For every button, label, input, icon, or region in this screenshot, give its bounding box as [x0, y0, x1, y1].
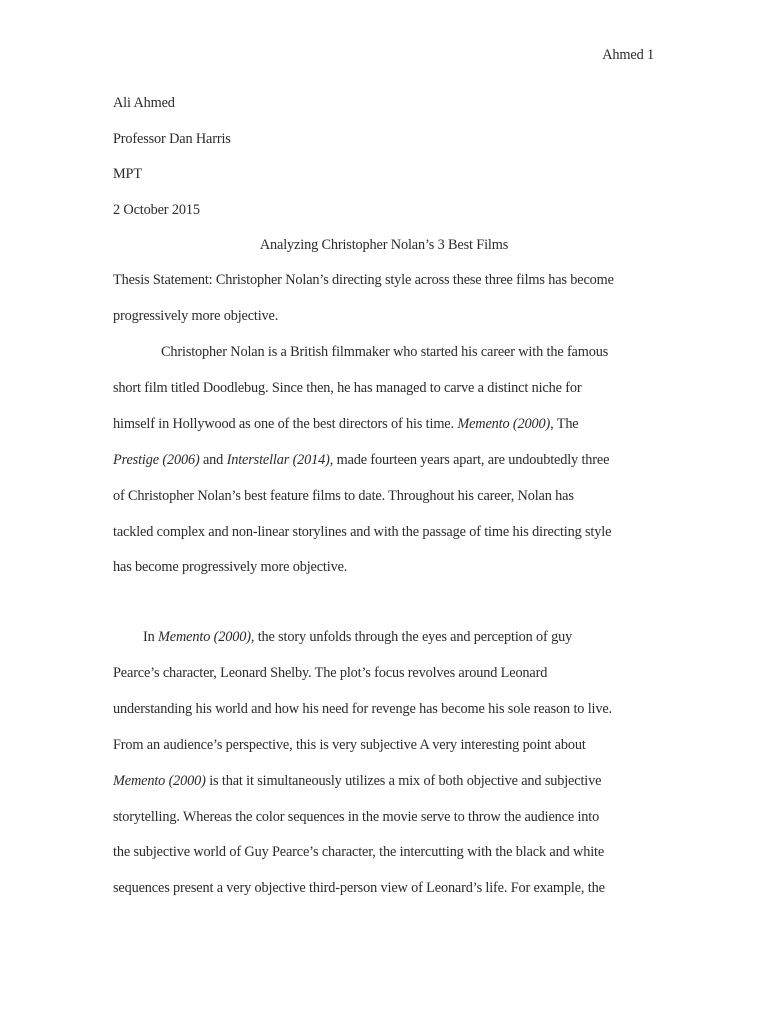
- submission-date: 2 October 2015: [113, 202, 200, 218]
- essay-title: Analyzing Christopher Nolan’s 3 Best Films: [259, 237, 509, 253]
- text-run: himself in Hollywood as one of the best directors of his time.: [113, 415, 458, 432]
- author-name: Ali Ahmed: [113, 95, 175, 111]
- paragraph-line: understanding his world and how his need for revenge has become his sole reason to live.: [113, 700, 612, 717]
- text-run: , The: [550, 415, 579, 432]
- paragraph-line: From an audience’s perspective, this is very subjective A very interesting point about: [113, 736, 586, 753]
- running-head: Ahmed 1: [602, 47, 654, 63]
- paragraph-line: [113, 620, 655, 656]
- paragraph-line: Pearce’s character, Leonard Shelby. The plot’s focus revolves around Leonard: [113, 664, 548, 681]
- thesis-line: Thesis Statement: Christopher Nolan’s directing style across these three films has become: [113, 272, 614, 288]
- paragraph-line: short film titled Doodlebug. Since then, he has managed to carve a distinct niche for: [113, 379, 582, 396]
- paragraph-line: Christopher Nolan is a British filmmaker who started his career with the famous: [161, 344, 609, 360]
- text-run: In: [143, 629, 159, 645]
- course-name: MPT: [113, 166, 142, 182]
- professor-name: Professor Dan Harris: [113, 131, 231, 147]
- thesis-statement: [113, 263, 655, 335]
- paragraph-line: of Christopher Nolan’s best feature films to date. Throughout his career, Nolan has: [113, 487, 574, 504]
- paragraph-line: has become progressively more objective.: [113, 559, 348, 576]
- film-title-memento: Memento (2000): [158, 629, 251, 645]
- text-run: , made fourteen years apart, are undoubtedly three: [329, 451, 610, 468]
- body-paragraph-2: [113, 620, 655, 907]
- paragraph-line: storytelling. Whereas the color sequences in the movie serve to throw the audience into: [113, 808, 600, 825]
- paragraph-line: tackled complex and non-linear storylines and with the passage of time his directing style: [113, 523, 612, 540]
- thesis-line: progressively more objective.: [113, 307, 279, 324]
- text-run: , the story unfolds through the eyes and perception of guy: [250, 629, 573, 645]
- film-title-memento: Memento (2000): [113, 772, 206, 789]
- text-run: is that it simultaneously utilizes a mix of both objective and subjective: [205, 772, 602, 789]
- paragraph-line: sequences present a very objective third-person view of Leonard’s life. For example, the: [113, 880, 605, 897]
- paragraph-line: [113, 764, 655, 800]
- text-run: and: [199, 451, 227, 468]
- film-title-memento: Memento (2000): [457, 415, 551, 432]
- film-title-interstellar: Interstellar (2014): [226, 451, 330, 468]
- paragraph-line: [113, 407, 655, 443]
- body-paragraph-1: [113, 335, 655, 586]
- paragraph-line: the subjective world of Guy Pearce’s character, the intercutting with the black and white: [113, 844, 605, 861]
- film-title-prestige: Prestige (2006): [113, 451, 200, 468]
- paragraph-line: [113, 443, 655, 479]
